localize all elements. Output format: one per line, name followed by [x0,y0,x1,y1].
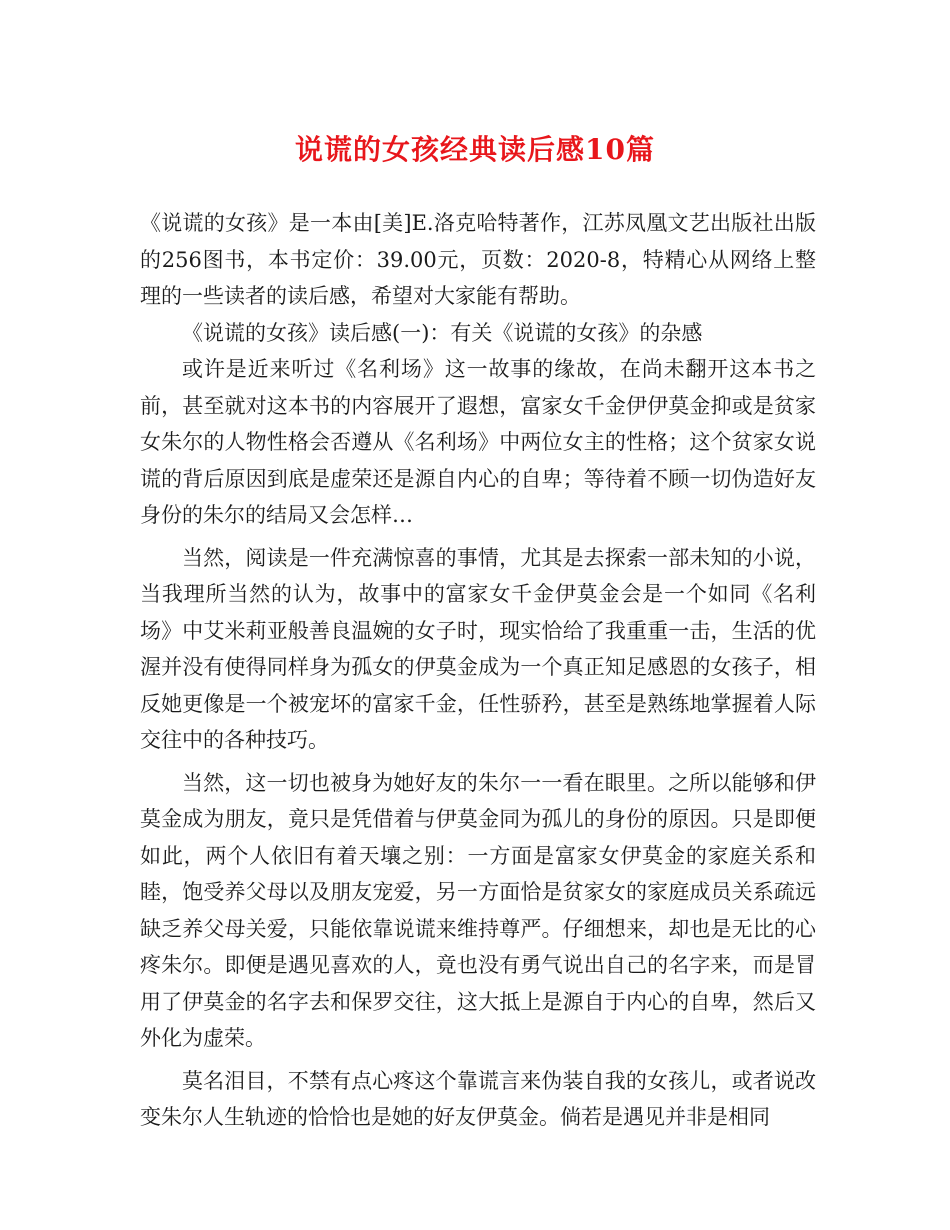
body-paragraph: 当然，这一切也被身为她好友的朱尔一一看在眼里。之所以能够和伊莫金成为朋友，竟只是凭借着与伊莫金同为孤儿的身份的原因。只是即便如此，两个人依旧有着天壤之别：一方面是富家女伊莫金的家庭关系和睦，饱受养父母以及朋友宠爱，另一方面恰是贫家女的家庭成员关系疏远缺乏养父母关爱，只能依靠说谎来维持尊严。仔细想来，却也是无比的心疼朱尔。即便是遇见喜欢的人，竟也没有勇气说出自己的名字来，而是冒用了伊莫金的名字去和保罗交往，这大抵上是源自于内心的自卑，然后又外化为虚荣。 [140,770,816,1050]
intro-paragraph: 《说谎的女孩》是一本由[美]E.洛克哈特著作，江苏凤凰文艺出版社出版的256图书，本书定价：39.00元，页数：2020-8，特精心从网络上整理的一些读者的读后感，希望对大家能有帮助。 [140,211,816,308]
section-heading: 《说谎的女孩》读后感(一)：有关《说谎的女孩》的杂感 [182,320,703,345]
document-title: 说谎的女孩经典读后感10篇 [295,133,655,166]
document-body [140,205,816,1136]
body-paragraph: 当然，阅读是一件充满惊喜的事情，尤其是去探索一部未知的小说，当我理所当然的认为，故事中的富家女千金伊莫金会是一个如同《名利场》中艾米莉亚般善良温婉的女子时，现实恰给了我重重一击，生活的优渥并没有使得同样身为孤女的伊莫金成为一个真正知足感恩的女孩子，相反她更像是一个被宠坏的富家千金，任性骄矜，甚至是熟练地掌握着人际交往中的各种技巧。 [140,545,816,752]
body-paragraph: 或许是近来听过《名利场》这一故事的缘故，在尚未翻开这本书之前，甚至就对这本书的内容展开了遐想，富家女千金伊伊莫金抑或是贫家女朱尔的人物性格会否遵从《名利场》中两位女主的性格；这个贫家女说谎的背后原因到底是虚荣还是源自内心的自卑；等待着不顾一切伪造好友身份的朱尔的结局又会怎样… [140,357,816,527]
body-paragraph: 莫名泪目，不禁有点心疼这个靠谎言来伪装自我的女孩儿，或者说改变朱尔人生轨迹的恰恰也是她的好友伊莫金。倘若是遇见并非是相同 [140,1068,816,1129]
